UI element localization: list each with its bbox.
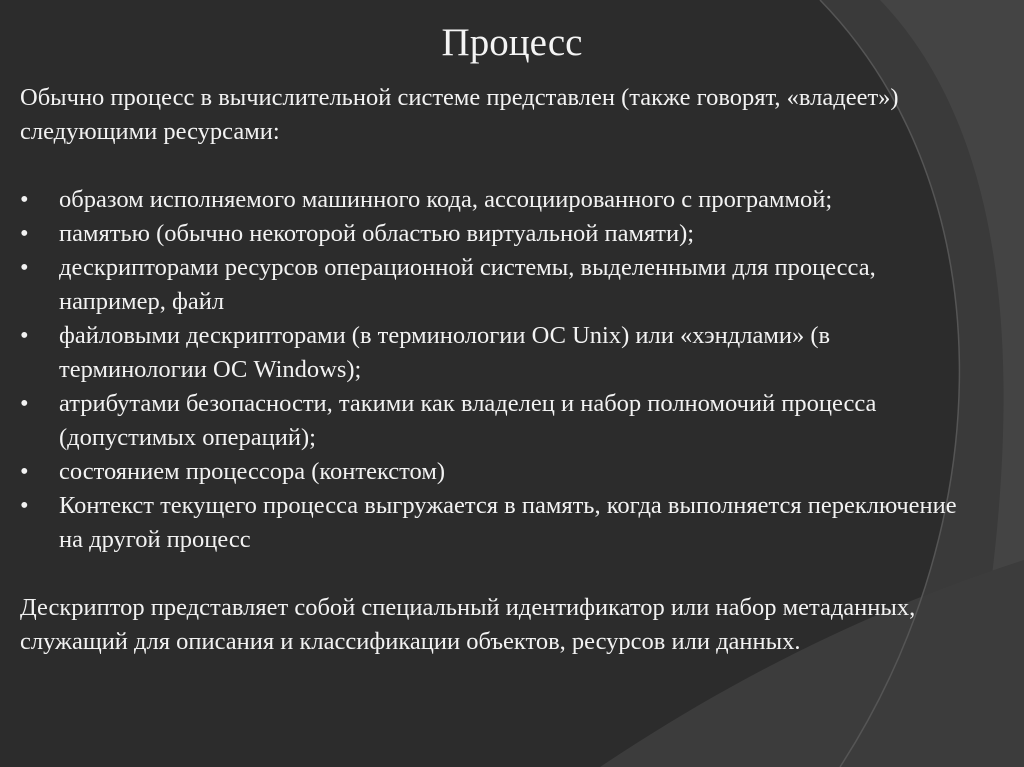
list-item: [20, 251, 980, 319]
list-item: [20, 489, 980, 557]
closing-paragraph: Дескриптор представляет собой специальный идентификатор или набор метаданных, служащий для описания и классификации объектов, ресурсов или данных.: [20, 594, 916, 655]
bullet-icon: •: [20, 390, 29, 417]
bullet-icon: •: [20, 322, 29, 349]
list-item: [20, 217, 980, 251]
intro-paragraph: Обычно процесс в вычислительной системе представлен (также говорят, «владеет») следующими ресурсами:: [20, 84, 899, 145]
bullet-icon: •: [20, 220, 29, 247]
bullet-icon: •: [20, 254, 29, 281]
bullet-icon: •: [20, 186, 29, 213]
list-item: [20, 183, 980, 217]
slide-body: [20, 81, 980, 659]
list-item-text: дескрипторами ресурсов операционной системы, выделенными для процесса, например, файл: [59, 254, 876, 315]
spacer: [20, 557, 980, 591]
list-item-text: файловыми дескрипторами (в терминологии ОС Unix) или «хэндлами» (в терминологии ОС Windows);: [59, 322, 831, 383]
resource-list: [20, 183, 980, 557]
list-item-text: образом исполняемого машинного кода, ассоциированного с программой;: [59, 186, 833, 213]
bullet-icon: •: [20, 492, 29, 519]
spacer: [20, 149, 980, 183]
list-item: [20, 319, 980, 387]
list-item-text: Контекст текущего процесса выгружается в память, когда выполняется переключение на другой процесс: [59, 492, 957, 553]
list-item-text: атрибутами безопасности, такими как владелец и набор полномочий процесса (допустимых операций);: [59, 390, 877, 451]
list-item-text: памятью (обычно некоторой областью виртуальной памяти);: [59, 220, 695, 247]
list-item-text: состоянием процессора (контекстом): [59, 458, 445, 485]
list-item: [20, 455, 980, 489]
list-item: [20, 387, 980, 455]
bullet-icon: •: [20, 458, 29, 485]
slide-title: Процесс: [441, 21, 583, 64]
